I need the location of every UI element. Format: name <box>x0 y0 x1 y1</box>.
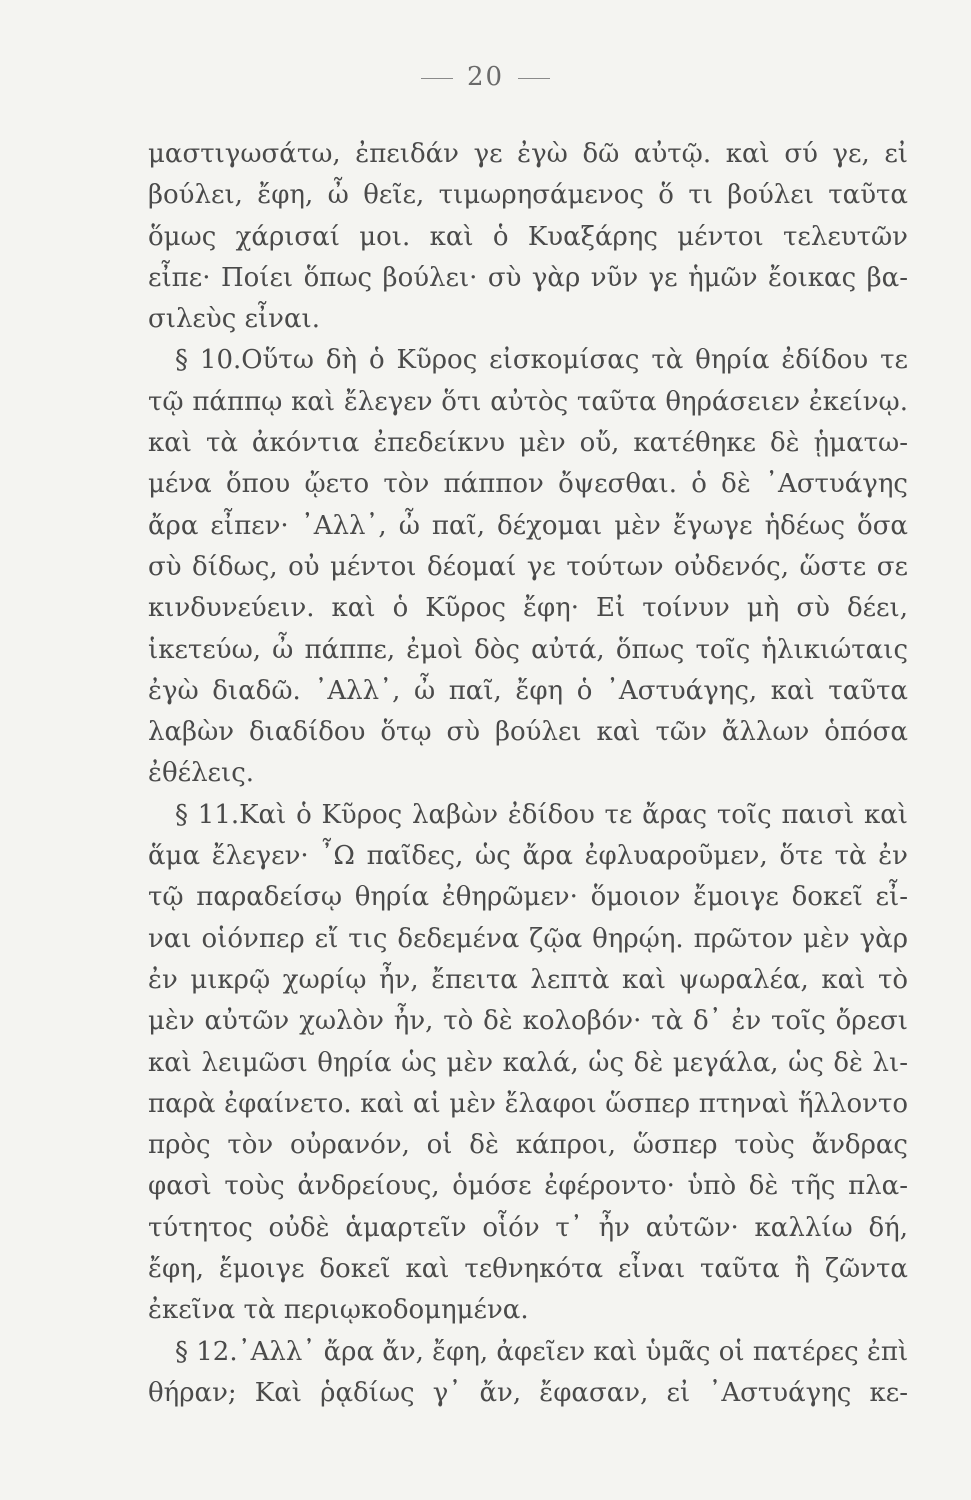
text-line: ἅμα ἔλεγεν· ῏Ω παῖδες, ὡς ἄρα ἐφλυαροῦμεν, ὅτε τὰ ἐν <box>148 841 908 872</box>
text-line: βούλει, ἔφη, ὦ θεῖε, τιμωρησάμενος ὅ τι βούλει ταῦτα <box>148 180 908 211</box>
text-line: πρὸς τὸν οὐρανόν, οἱ δὲ κάπροι, ὥσπερ τοὺς ἄνδρας <box>148 1130 908 1161</box>
text-line: ἐγὼ διαδῶ. ᾿Αλλ᾿, ὦ παῖ, ἔφη ὁ ᾿Αστυάγης, καὶ ταῦτα <box>148 675 908 706</box>
text-line: θήραν; Καὶ ῥᾳδίως γ᾿ ἄν, ἔφασαν, εἰ ᾿Αστυάγης κε- <box>148 1377 908 1408</box>
text-line: ἐθέλεις. <box>148 758 255 789</box>
text-line: τῷ πάππῳ καὶ ἔλεγεν ὅτι αὐτὸς ταῦτα θηράσειεν ἐκείνῳ. <box>148 386 908 417</box>
text-line: εἶπε· Ποίει ὅπως βούλει· σὺ γὰρ νῦν γε ἡμῶν ἔοικας βα- <box>148 262 908 293</box>
page-number <box>0 62 971 92</box>
text-line: ἄρα εἶπεν· ᾿Αλλ᾿, ὦ παῖ, δέχομαι μὲν ἔγωγε ἡδέως ὅσα <box>148 510 908 541</box>
section-12-heading-line: § 12.᾿Αλλ᾿ ἄρα ἄν, ἔφη, ἀφεῖεν καὶ ὑμᾶς οἱ πατέρες ἐπὶ <box>175 1336 908 1367</box>
text-line: μὲν αὐτῶν χωλὸν ἦν, τὸ δὲ κολοβόν· τὰ δ᾿ ἐν τοῖς ὄρεσι <box>148 1006 908 1037</box>
text-line: ἐν μικρῷ χωρίῳ ἦν, ἔπειτα λεπτὰ καὶ ψωραλέα, καὶ τὸ <box>148 964 908 995</box>
page-number-text: 20 <box>466 62 505 92</box>
text-line: κινδυνεύειν. καὶ ὁ Κῦρος ἔφη· Εἰ τοίνυν μὴ σὺ δέει, <box>148 593 908 624</box>
text-line: καὶ λειμῶσι θηρία ὡς μὲν καλά, ὡς δὲ μεγάλα, ὡς δὲ λι- <box>148 1047 908 1078</box>
text-line: τῷ παραδείσῳ θηρία ἐθηρῶμεν· ὅμοιον ἔμοιγε δοκεῖ εἶ- <box>148 882 908 913</box>
text-line: σιλεὺς εἶναι. <box>148 304 321 335</box>
text-line: ναι οἱόνπερ εἴ τις δεδεμένα ζῷα θηρῴη. πρῶτον μὲν γὰρ <box>148 923 908 954</box>
text-line: σὺ δίδως, οὐ μέντοι δέομαί γε τούτων οὐδενός, ὥστε σε <box>148 551 908 582</box>
text-line: ἱκετεύω, ὦ πάππε, ἐμοὶ δὸς αὐτά, ὅπως τοῖς ἡλικιώταις <box>148 634 908 665</box>
text-line: ὅμως χάρισαί μοι. καὶ ὁ Κυαξάρης μέντοι τελευτῶν <box>148 221 908 252</box>
text-line: καὶ τὰ ἀκόντια ἐπεδείκνυ μὲν οὔ, κατέθηκε δὲ ᾑματω- <box>148 428 908 459</box>
text-line: μένα ὅπου ᾤετο τὸν πάππον ὄψεσθαι. ὁ δὲ ᾿Αστυάγης <box>148 469 908 500</box>
page-number-dash-right <box>518 78 550 79</box>
section-11-heading-line: § 11.Καὶ ὁ Κῦρος λαβὼν ἐδίδου τε ἄρας τοῖς παισὶ καὶ <box>175 799 908 830</box>
text-line: παρὰ ἐφαίνετο. καὶ αἱ μὲν ἔλαφοι ὥσπερ πτηναὶ ἥλλοντο <box>148 1088 908 1119</box>
text-line: ἐκεῖνα τὰ περιῳκοδομημένα. <box>148 1295 529 1326</box>
text-line: τύτητος οὐδὲ ἁμαρτεῖν οἷόν τ᾿ ἦν αὐτῶν· καλλίω δή, <box>148 1212 908 1243</box>
text-line: μαστιγωσάτω, ἐπειδάν γε ἐγὼ δῶ αὐτῷ. καὶ σύ γε, εἰ <box>148 139 908 169</box>
text-line: ἔφη, ἔμοιγε δοκεῖ καὶ τεθνηκότα εἶναι ταῦτα ἢ ζῶντα <box>148 1254 908 1285</box>
section-10-heading-line: § 10.Οὕτω δὴ ὁ Κῦρος εἰσκομίσας τὰ θηρία ἐδίδου τε <box>175 345 908 376</box>
page-number-dash-left <box>421 78 453 79</box>
text-line: φασὶ τοὺς ἀνδρείους, ὁμόσε ἐφέροντο· ὑπὸ δὲ τῆς πλα- <box>148 1171 908 1202</box>
text-line: λαβὼν διαδίδου ὅτῳ σὺ βούλει καὶ τῶν ἄλλων ὁπόσα <box>148 717 908 748</box>
body-text <box>148 134 908 1414</box>
